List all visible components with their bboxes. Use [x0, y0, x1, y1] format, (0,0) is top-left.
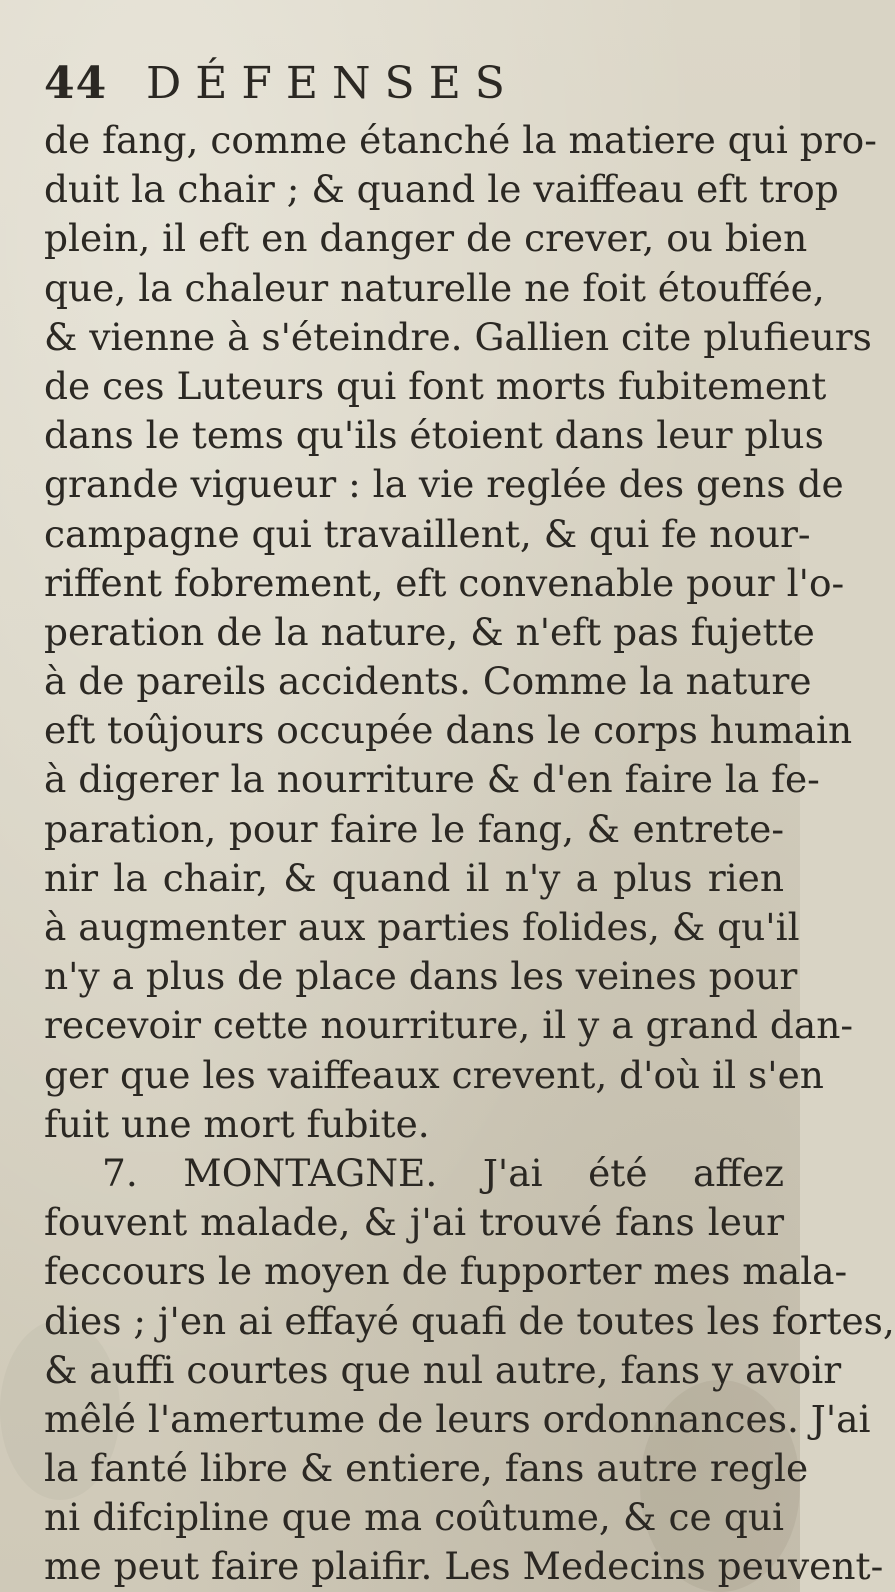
text-line: à augmenter aux parties folides, & qu'il — [44, 905, 800, 949]
text-line: grande vigueur : la vie reglée des gens de — [44, 462, 844, 507]
text-line: dans le tems qu'ils étoient dans leur plus — [44, 413, 824, 458]
text-line: peration de la nature, & n'eft pas fujette — [44, 609, 815, 654]
text-line: la fanté libre & entiere, fans autre regle — [44, 1446, 809, 1491]
text-line: de fang, comme étanché la matiere qui pro- — [44, 118, 877, 162]
text-line: à de pareils accidents. Comme la nature — [44, 659, 812, 704]
text-line: paration, pour faire le fang, & entrete- — [44, 806, 784, 851]
text-line: duit la chair ; & quand le vaiffeau eft trop — [44, 167, 839, 212]
text-line: campagne qui travaillent, & qui fe nour- — [44, 511, 811, 556]
text-line: à digerer la nourriture & d'en faire la fe- — [44, 757, 820, 802]
text-line: fouvent malade, & j'ai trouvé fans leur — [44, 1200, 784, 1245]
text-line: plein, il eft en danger de crever, ou bien — [44, 216, 808, 261]
page-text — [44, 58, 895, 1592]
text-line: mêlé l'amertume de leurs ordonnances. J'ai — [44, 1396, 871, 1441]
text-line: & auffi courtes que nul autre, fans y avoir — [44, 1347, 842, 1392]
text-line: nir la chair, & quand il n'y a plus rien — [44, 855, 784, 900]
text-line: ger que les vaiffeaux crevent, d'où il s'en — [44, 1052, 824, 1097]
running-head: DÉFENSES — [146, 58, 519, 109]
text-line: dies ; j'en ai effayé quafi de toutes les fortes, — [44, 1298, 895, 1343]
text-line: que, la chaleur naturelle ne foit étouffée, — [44, 265, 825, 310]
text-line: me peut faire plaifir. Les Medecins peuvent- — [44, 1544, 884, 1589]
text-line: n'y a plus de place dans les veines pour — [44, 954, 798, 999]
text-line: riffent fobrement, eft convenable pour l'o- — [44, 560, 845, 605]
text-line: recevoir cette nourriture, il y a grand dan- — [44, 1003, 854, 1048]
page-header — [44, 58, 784, 116]
page-number: 44 — [44, 58, 108, 109]
text-line: ni difcipline que ma coûtume, & ce qui — [44, 1495, 784, 1540]
text-line: fuit une mort fubite. — [44, 1101, 430, 1146]
text-line: & vienne à s'éteindre. Gallien cite plufieurs — [44, 314, 872, 359]
text-line: de ces Luteurs qui font morts fubitement — [44, 363, 827, 408]
text-line: eft toûjours occupée dans le corps humain — [44, 708, 853, 753]
text-line: feccours le moyen de fupporter mes mala- — [44, 1249, 848, 1294]
section-heading-line: 7. MONTAGNE. J'ai été affez — [102, 1150, 784, 1195]
